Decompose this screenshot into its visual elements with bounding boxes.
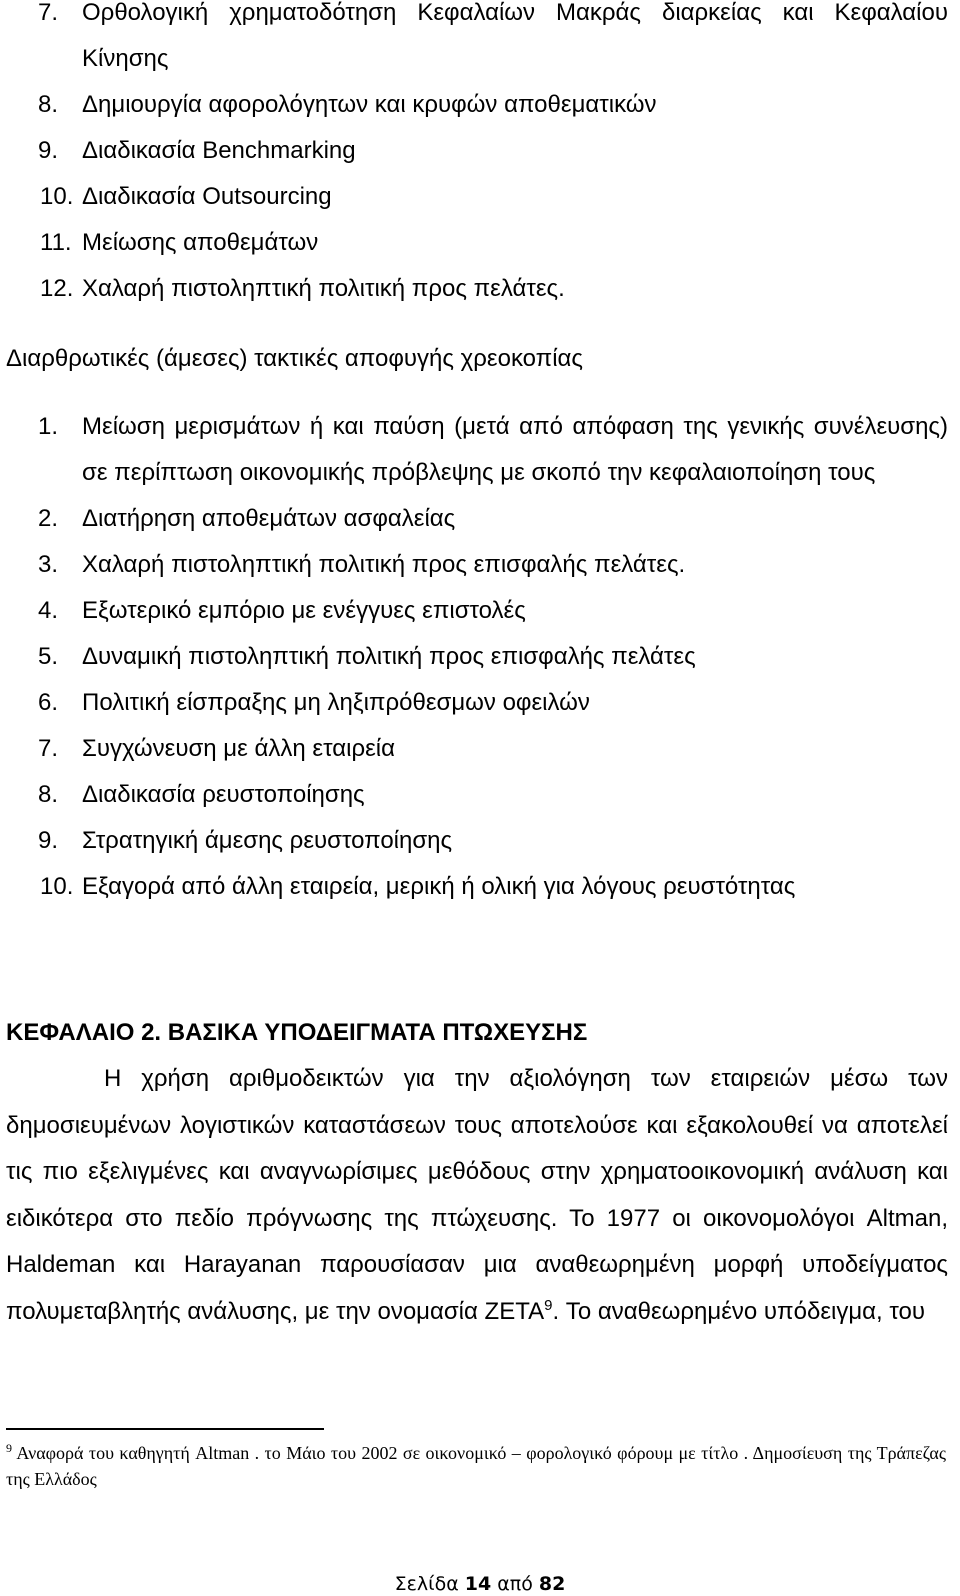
- body-text-end: . Το αναθεωρημένο υπόδειγμα, του: [552, 1297, 925, 1325]
- list-item-number: 3.: [38, 551, 59, 578]
- list-item: [0, 266, 948, 312]
- tactic-list-item: [0, 634, 948, 680]
- footnote-mark: 9: [6, 1441, 12, 1455]
- list-item-text: Διαδικασία Outsourcing: [82, 183, 332, 210]
- list-item-text: Διατήρηση αποθεμάτων ασφαλείας: [82, 505, 456, 532]
- list-item-text: Εξωτερικό εμπόριο με ενέγγυες επιστολές: [82, 597, 526, 624]
- list-item: [0, 220, 948, 266]
- list-item-number: 2.: [38, 505, 59, 532]
- top-numbered-list: [0, 0, 948, 312]
- tactic-list-item: [0, 404, 948, 496]
- list-item-text: Δημιουργία αφορολόγητων και κρυφών αποθεματικών: [82, 91, 657, 118]
- tactics-heading: Διαρθρωτικές (άμεσες) τακτικές αποφυγής χρεοκοπίας: [6, 345, 583, 372]
- list-item: [0, 82, 948, 128]
- tactic-list-item: [0, 818, 948, 864]
- tactic-list-item: [0, 588, 948, 634]
- list-item-number: 9.: [38, 137, 59, 164]
- footnote-text: Αναφορά του καθηγητή Altman . το Μάιο του 2002 σε οικονομικό – φορολογικό φόρουμ με τίτλο . Δημοσίευση της Τράπεζας της Ελλάδος: [6, 1443, 946, 1489]
- list-item-number: 9.: [38, 827, 59, 854]
- list-item-number: 8.: [38, 91, 59, 118]
- page-number-prefix: Σελίδα: [394, 1573, 465, 1595]
- list-item-number: 7.: [38, 735, 59, 762]
- tactic-list-item: [0, 496, 948, 542]
- list-item-text: Εξαγορά από άλλη εταιρεία, μερική ή ολική για λόγους ρευστότητας: [82, 873, 796, 900]
- tactic-list-item: [0, 726, 948, 772]
- list-item-text: Διαδικασία ρευστοποίησης: [82, 781, 365, 808]
- list-item-text: Μείωσης αποθεμάτων: [82, 229, 319, 256]
- page-number-middle: από: [491, 1573, 539, 1595]
- list-item-text: Χαλαρή πιστοληπτική πολιτική προς επισφαλής πελάτες.: [82, 551, 686, 578]
- list-item-text: Πολιτική είσπραξης μη ληξιπρόθεσμων οφειλών: [82, 689, 590, 716]
- list-item-text: Στρατηγική άμεσης ρευστοποίησης: [82, 827, 453, 854]
- list-item-number: 11.: [40, 229, 72, 256]
- tactics-numbered-list: [0, 404, 948, 910]
- list-item-number: 12.: [40, 275, 74, 302]
- list-item: [0, 174, 948, 220]
- chapter-title: ΚΕΦΑΛΑΙΟ 2. ΒΑΣΙΚΑ ΥΠΟΔΕΙΓΜΑΤΑ ΠΤΩΧΕΥΣΗΣ: [6, 1019, 588, 1046]
- page-number-current: 14: [464, 1573, 492, 1595]
- list-item: [0, 0, 948, 82]
- list-item-number: 10.: [40, 873, 74, 900]
- list-item-text: Διαδικασία Benchmarking: [82, 137, 356, 164]
- list-item-number: 6.: [38, 689, 59, 716]
- list-item-number: 10.: [40, 183, 74, 210]
- list-item: [0, 128, 948, 174]
- tactic-list-item: [0, 542, 948, 588]
- footnote-reference[interactable]: 9: [544, 1296, 553, 1314]
- tactic-list-item: [0, 772, 948, 818]
- list-item-number: 7.: [38, 0, 59, 26]
- list-item-number: 4.: [38, 597, 59, 624]
- list-item-text: Συγχώνευση με άλλη εταιρεία: [82, 735, 395, 762]
- tactic-list-item: [0, 864, 948, 910]
- footnote: [6, 1440, 946, 1492]
- tactic-list-item: [0, 680, 948, 726]
- page-number-total: 82: [538, 1573, 566, 1595]
- page-number: [0, 1572, 960, 1596]
- list-item-text: Χαλαρή πιστοληπτική πολιτική προς πελάτες.: [82, 275, 565, 302]
- list-item-number: 8.: [38, 781, 59, 808]
- body-text-start: Η χρήση αριθμοδεικτών για την αξιολόγηση των εταιρειών μέσω των δημοσιευμένων λογιστικών καταστάσεων τους αποτελούσε και εξακολουθεί να αποτελεί τις πιο εξελιγμένες και αναγνωρίσιμες μεθόδους στην χρηματοοικονομική ανάλυση και ειδικότερα στο πεδίο πρόγνωσης της πτώχευσης. Το 1977 οι οικονομολόγοι Altman, Haldeman και Harayanan παρουσίασαν μια αναθεωρημένη μορφή υποδείγματος πολυμεταβλητής ανάλυσης, με την ονομασία ZETA: [6, 1065, 948, 1325]
- list-item-text: Ορθολογική χρηματοδότηση Κεφαλαίων Μακράς διαρκείας και Κεφαλαίου Κίνησης: [82, 0, 948, 72]
- list-item-number: 1.: [38, 413, 59, 440]
- body-paragraph: [6, 1056, 948, 1335]
- footnote-separator: [6, 1428, 324, 1430]
- list-item-text: Δυναμική πιστοληπτική πολιτική προς επισφαλής πελάτες: [82, 643, 696, 670]
- list-item-number: 5.: [38, 643, 59, 670]
- list-item-text: Μείωση μερισμάτων ή και παύση (μετά από απόφαση της γενικής συνέλευσης) σε περίπτωση οικονομικής πρόβλεψης με σκοπό την κεφαλαιοποίηση τους: [82, 413, 948, 486]
